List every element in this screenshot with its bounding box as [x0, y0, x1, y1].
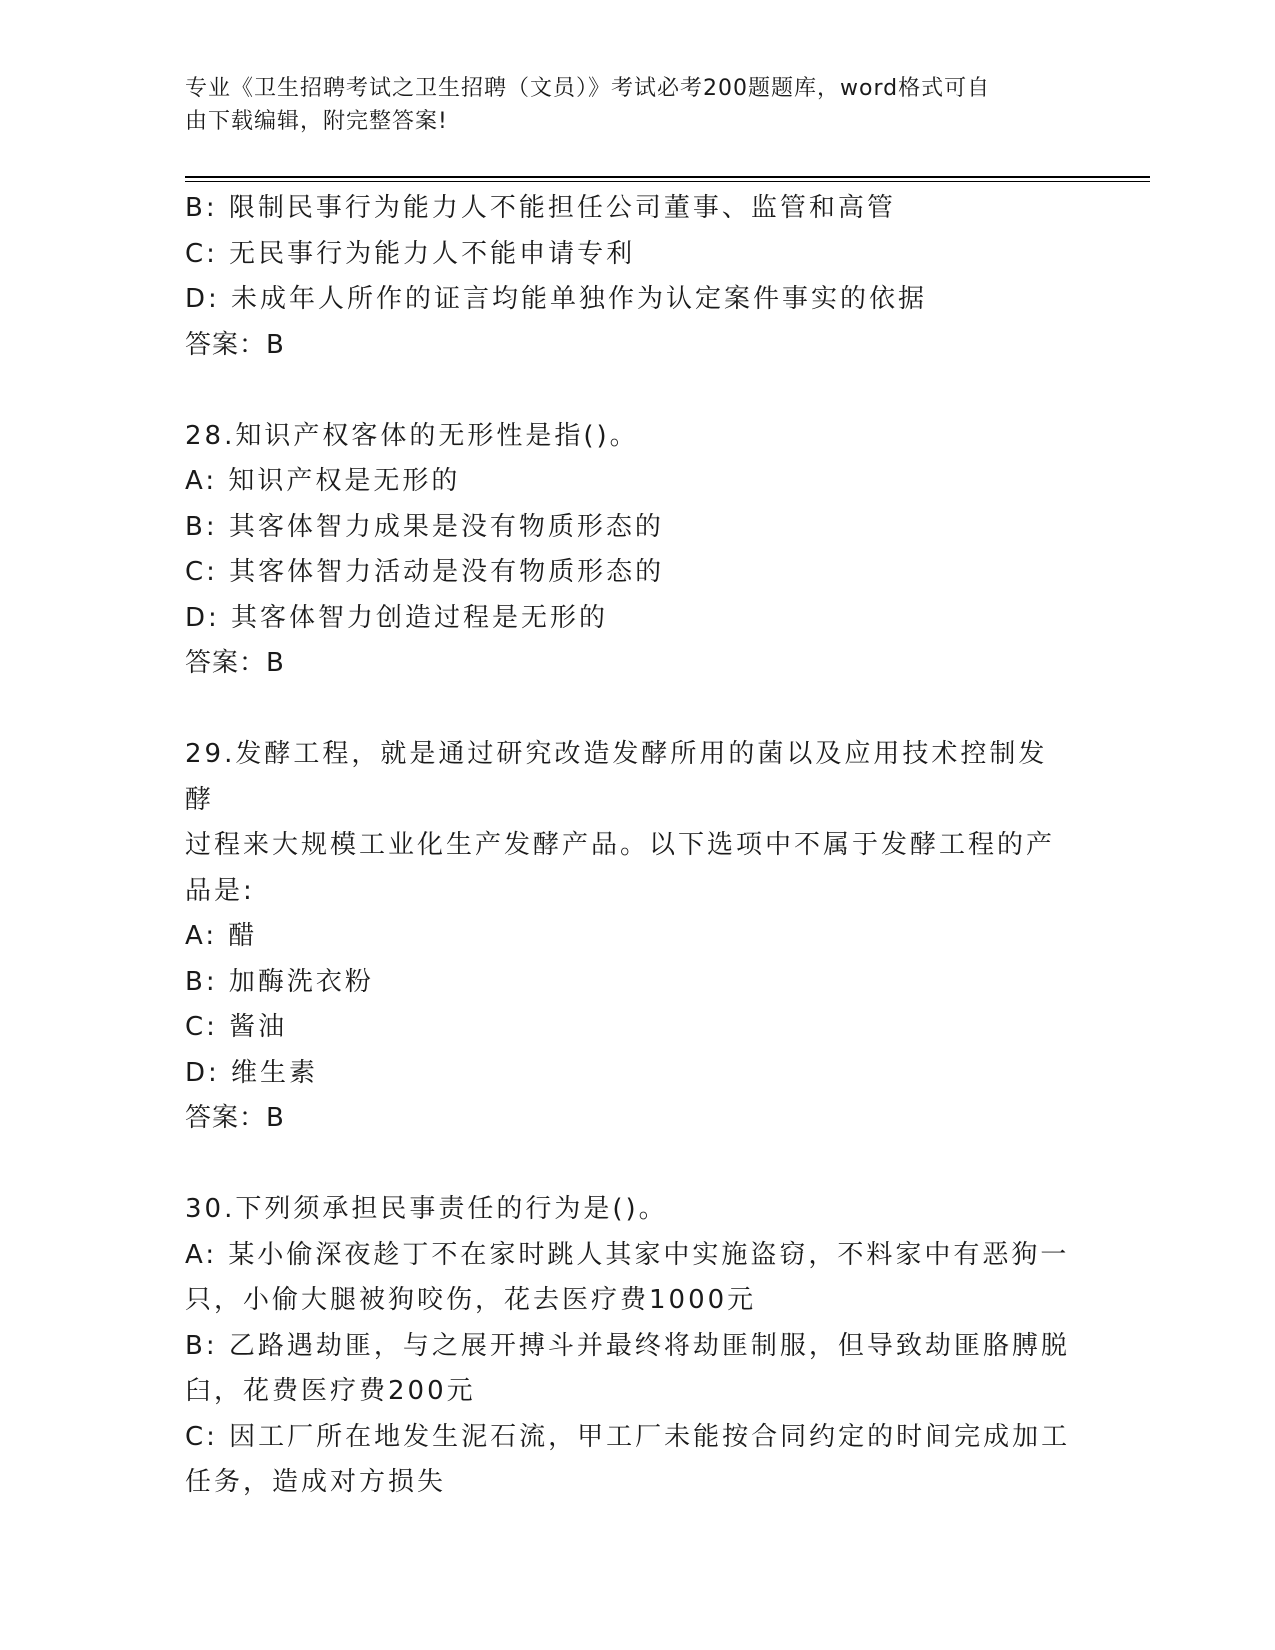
- question-stem-line-1: 29.发酵工程，就是通过研究改造发酵所用的菌以及应用技术控制发酵: [185, 739, 1048, 815]
- answer: 答案：B: [185, 648, 285, 678]
- answer: 答案：B: [185, 329, 285, 360]
- option-c-line-1: C: 因工厂所在地发生泥石流，甲工厂未能按合同约定的时间完成加工: [185, 1421, 1071, 1452]
- option-b: B: 限制民事行为能力人不能担任公司董事、监管和高管: [185, 193, 896, 223]
- option-a: A: 醋: [185, 921, 258, 951]
- option-b: B: 其客体智力成果是没有物质形态的: [185, 511, 664, 542]
- option-a-line-2: 只，小偷大腿被狗咬伤，花去医疗费1000元: [185, 1285, 757, 1315]
- header-line-2: 由下载编辑，附完整答案!: [185, 109, 448, 134]
- question-stem-line-3: 品是:: [185, 875, 255, 906]
- spacer: [185, 1142, 1075, 1188]
- answer: 答案：B: [185, 1103, 285, 1133]
- question-30: [185, 1187, 1075, 1506]
- document-header: [185, 72, 1065, 138]
- header-divider-thick: [185, 176, 1150, 178]
- question-content: [185, 186, 1075, 1506]
- spacer: [185, 368, 1075, 414]
- option-a-line-1: A: 某小偷深夜趁丁不在家时跳人其家中实施盗窃，不料家中有恶狗一: [185, 1239, 1070, 1270]
- option-c: C: 无民事行为能力人不能申请专利: [185, 238, 636, 269]
- option-c: C: 其客体智力活动是没有物质形态的: [185, 557, 665, 587]
- option-b-line-2: 臼，花费医疗费200元: [185, 1376, 476, 1406]
- question-28: [185, 414, 1075, 687]
- option-d: D: 维生素: [185, 1057, 319, 1088]
- header-line-1: 专业《卫生招聘考试之卫生招聘（文员）》考试必考200题题库，word格式可自: [185, 76, 991, 101]
- option-c-line-2: 任务，造成对方损失: [185, 1467, 447, 1497]
- option-d: D: 其客体智力创造过程是无形的: [185, 602, 609, 633]
- spacer: [185, 687, 1075, 733]
- question-29: [185, 732, 1075, 1142]
- question-stem: 30.下列须承担民事责任的行为是()。: [185, 1194, 668, 1224]
- option-a: A: 知识产权是无形的: [185, 466, 461, 496]
- option-b-line-1: B: 乙路遇劫匪，与之展开搏斗并最终将劫匪制服，但导致劫匪胳膊脱: [185, 1330, 1070, 1361]
- option-c: C: 酱油: [185, 1012, 288, 1042]
- option-b: B: 加酶洗衣粉: [185, 966, 374, 997]
- question-stem-line-2: 过程来大规模工业化生产发酵产品。以下选项中不属于发酵工程的产: [185, 830, 1056, 860]
- header-divider-thin: [185, 181, 1150, 182]
- option-d: D: 未成年人所作的证言均能单独作为认定案件事实的依据: [185, 284, 928, 314]
- question-stem: 28.知识产权客体的无形性是指()。: [185, 420, 639, 451]
- question-27-continued: [185, 186, 1075, 368]
